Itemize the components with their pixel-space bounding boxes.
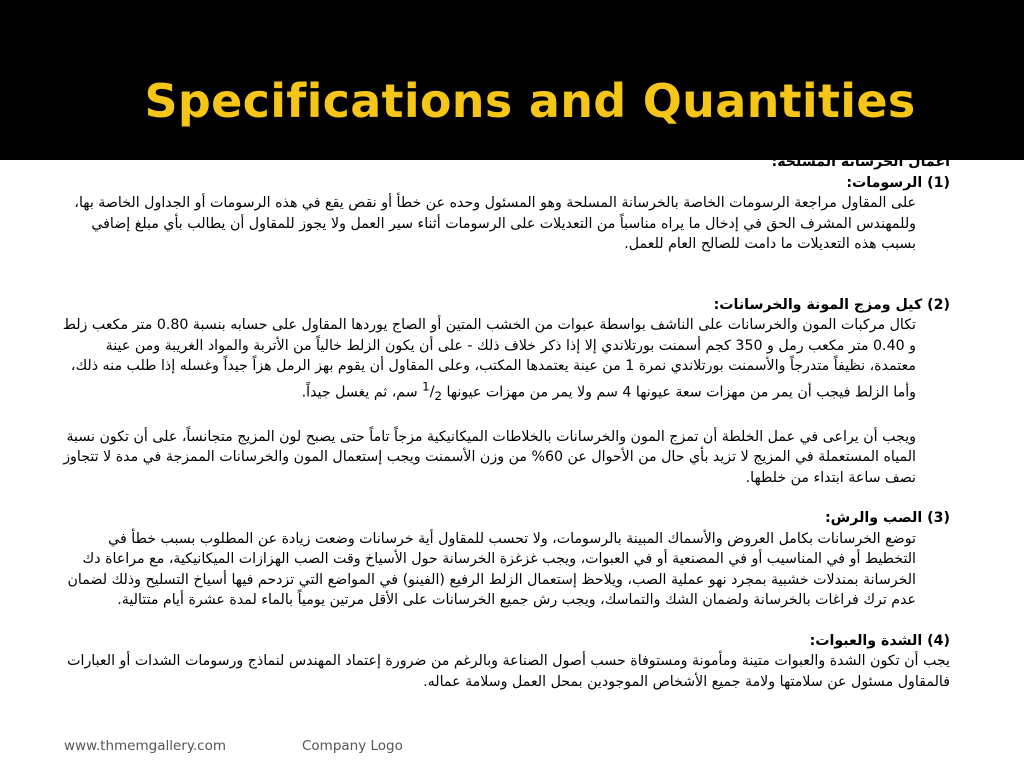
section-2-body-a xyxy=(58,315,916,407)
spacer xyxy=(58,488,950,508)
fraction-denominator: 2 xyxy=(434,389,442,404)
section-2-heading: (2) كيل ومزج المونة والخرسانات: xyxy=(713,296,950,313)
section-3-heading: (3) الصب والرش: xyxy=(825,510,950,527)
section-2-body-b: ويجب أن يراعى في عمل الخلطة أن تمزج المون والخرسانات بالخلاطات الميكانيكية مزجاً تاماً حتى يصبح لون المزيج متجانساً، على أن تكون نسبة المياه المستعملة في المزيج لا تزيد بأي حال من الأحوال عن 60% من وزن الأسمنت ويجب إستعمال المون والخرسانات الممزجة في مدة لا تتجاوز نصف ساعة ابتداء من خلطها. xyxy=(63,428,916,486)
spacer xyxy=(58,407,950,427)
section-4-body: يجب أن تكون الشدة والعبوات متينة ومأمونة ومستوفاة حسب أصول الصناعة وبالرغم من ضرورة إعتماد المهندس لنماذج ورسومات الشدات أو العبارات فالمقاول مسئول عن سلامتها ولامة جميع الأشخاص الموجودين بمحل العمل وسلامة عماله. xyxy=(67,653,950,690)
section-heading-main: أعمال الخرسانة المسلحة: xyxy=(771,154,950,170)
section-4-heading: (4) الشدة والعبوات: xyxy=(809,632,950,649)
fraction-numerator: 1 xyxy=(422,379,430,394)
section-3-body: توضع الخرسانات بكامل العروض والأسماك المبينة بالرسومات، ولا تحسب للمقاول أية خرسانات وضعت زيادة عن المطلوب بسبب خطأ في التخطيط أو في المناسيب أو في المصنعية أو في العبوات، ويجب غزغزة الخرسانة حول الأسياخ وقت الصب الهزازات الميكانيكية، مع مراعاة دك الخرسانة بمندلات خشبية بمجرد نهو عملية الصب، ويلاحظ إستعمال الزلط الرفيع (الفينو) في المواضع التي تزدحم فيها أسياخ التسليح وذلك لضمان عدم ترك فراغات بالخرسانة ولضمان الشك والتماسك، ويجب رش جميع الخرسانات على الأقل مرتين يومياً بالماء لمدة عشرة أيام متتالية. xyxy=(67,530,916,609)
section-1-heading: (1) الرسومات: xyxy=(846,174,950,191)
section-2-body-a-text: تكال مركبات المون والخرسانات على الناشف بواسطة عبوات من الخشب المتين أو الصاج يوردها المقاول على حسابه بنسبة 0.80 متر مكعب زلط و 0.40 متر مكعب رمل و 350 كجم أسمنت بورتلاندي إلا إذا ذكر خلاف ذلك - على أن يكون الزلط خالياً من الأتربة والمواد الغريبة ومن عينة معتمدة، نظيفاً متدرجاً والأسمنت بورتلاندي نمرة 1 من عينة يعتمدها المكتب، وعلى المقاول أن يقوم بهز الرمل هزاً جيداً وغسله إذا طلب منه ذلك، وأما الزلط فيجب أن يمر من مهزات سعة عيونها 4 سم ولا يمر من مهزات عيونها xyxy=(62,317,916,401)
footer-company-logo: Company Logo xyxy=(302,738,403,754)
fraction: $^1/_2$ xyxy=(422,379,442,404)
spacer xyxy=(58,611,950,631)
section-1-body: على المقاول مراجعة الرسومات الخاصة بالخرسانة المسلحة وهو المسئول وحده عن خطأ أو نقص يقع في هذه الرسومات أو الجداول الخاصة بها، وللمهندس المشرف الحق في إدخال ما يراه مناسباً من التعديلات على الرسومات أثناء سير العمل ولا يجوز للمقاول أن يطالب بأي مبلغ إضافي بسبب هذه التعديلات ما دامت للصالح العام للعمل. xyxy=(74,195,916,252)
spacer xyxy=(58,255,950,295)
slide-title: Specifications and Quantities xyxy=(144,74,916,128)
section-2-body-a-end: سم، ثم يغسل جيداً. xyxy=(301,384,418,401)
slide-content xyxy=(58,152,950,692)
footer-url: www.thmemgallery.com xyxy=(64,738,227,754)
